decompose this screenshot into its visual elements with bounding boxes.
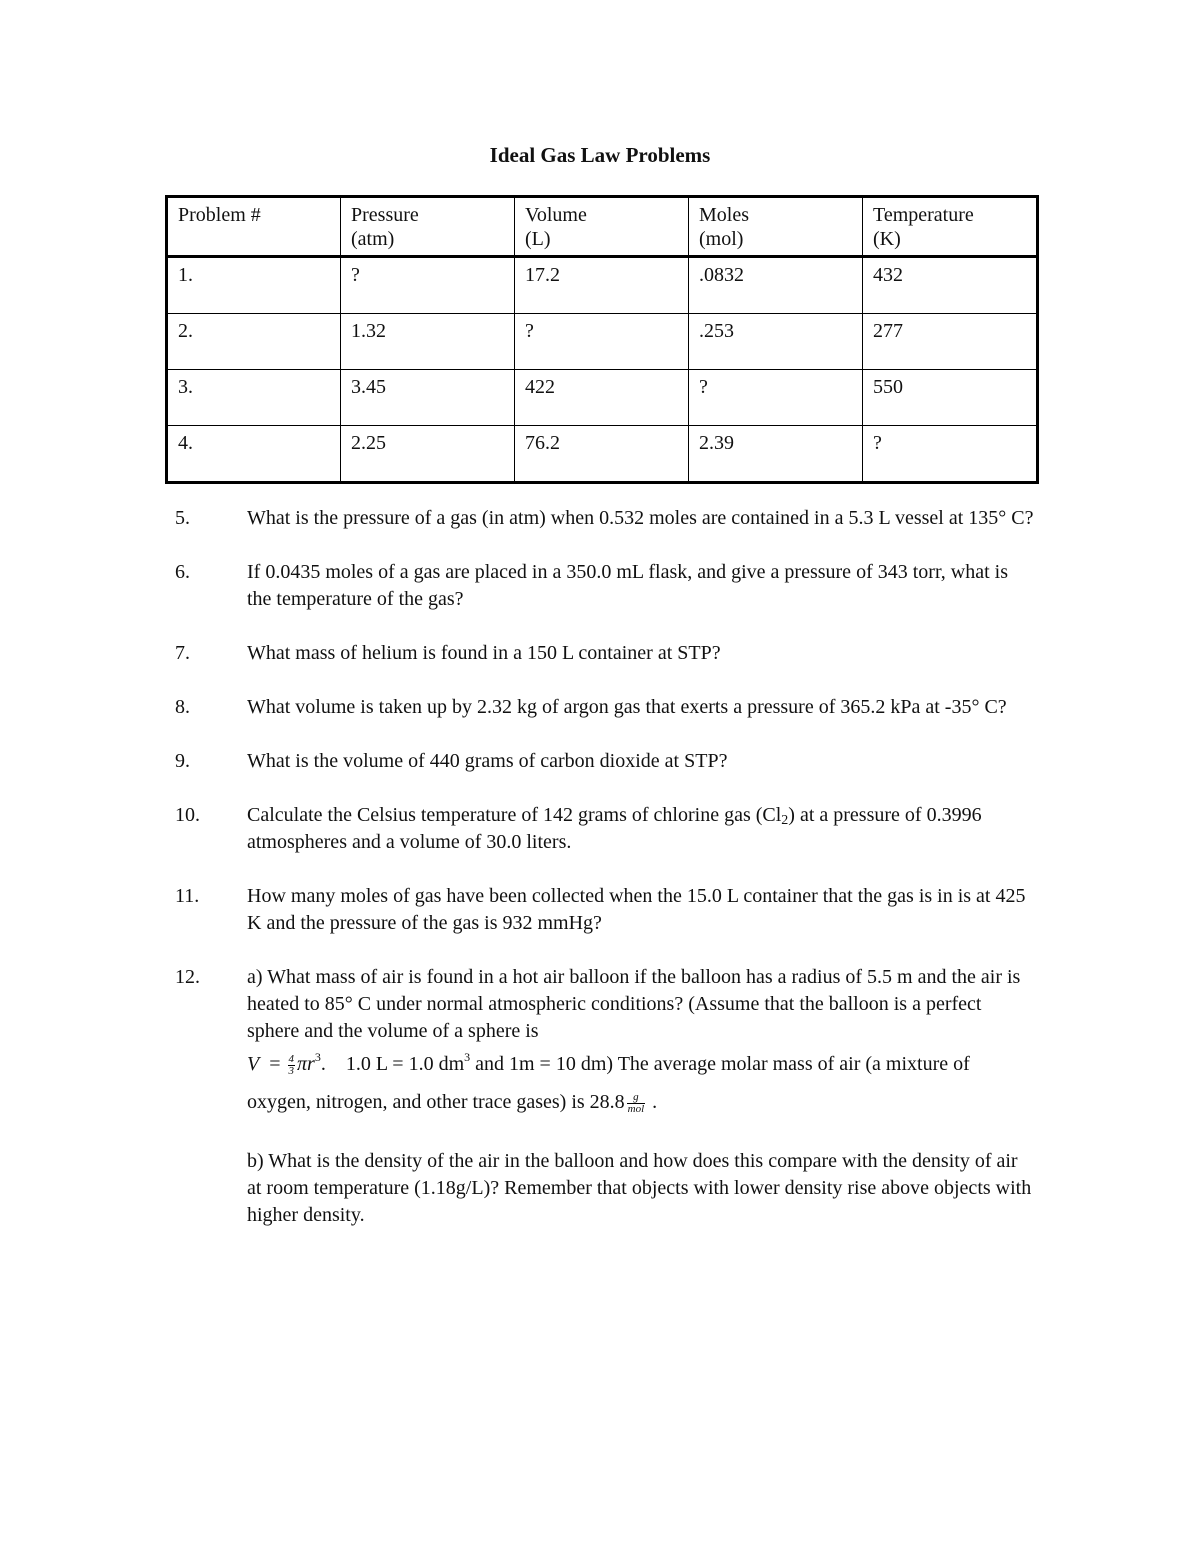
header-cell-pressure — [341, 197, 515, 257]
problem-number: 12. — [175, 966, 200, 988]
g-per-mol-fraction — [627, 1092, 646, 1115]
table-cell: 4. — [167, 426, 341, 483]
table-cell: 422 — [515, 370, 689, 426]
header-unit: (atm) — [351, 228, 395, 250]
table-cell: 1. — [167, 257, 341, 314]
problem-list — [175, 505, 1035, 1229]
table-cell: 17.2 — [515, 257, 689, 314]
equation-end: . — [652, 1091, 658, 1113]
table-cell: 3. — [167, 370, 341, 426]
problem-text — [247, 804, 982, 853]
problem-number: 7. — [175, 642, 190, 664]
header-label: Temperature — [873, 204, 974, 226]
fraction-numerator: g — [627, 1092, 646, 1104]
table-cell: 277 — [863, 314, 1038, 370]
problem-9 — [175, 748, 1035, 775]
problem-number: 6. — [175, 561, 190, 583]
table-cell: 432 — [863, 257, 1038, 314]
header-label: Volume — [525, 204, 587, 226]
dm-exponent: 3 — [464, 1050, 471, 1064]
problem-7 — [175, 640, 1035, 667]
problem-text: b) What is the density of the air in the balloon and how does this compare with the density of air at room temperature (1.18g/L)? Remember that objects with lower density rise above objects with higher density. — [247, 1150, 1032, 1226]
problem-12 — [175, 964, 1035, 1229]
table-row — [167, 314, 1038, 370]
header-unit: (mol) — [699, 228, 744, 250]
table-cell: 1.32 — [341, 314, 515, 370]
problem-text: What is the volume of 440 grams of carbon dioxide at STP? — [247, 750, 728, 772]
problem-text: What mass of helium is found in a 150 L container at STP? — [247, 642, 721, 664]
equation-variable: V — [247, 1053, 260, 1075]
page-title: Ideal Gas Law Problems — [489, 143, 711, 167]
header-unit: (L) — [525, 228, 551, 250]
problem-text: If 0.0435 moles of a gas are placed in a 350.0 mL flask, and give a pressure of 343 torr, what is the temperature of the gas? — [247, 561, 1009, 610]
equation-equals: = — [269, 1053, 281, 1075]
table-cell: ? — [689, 370, 863, 426]
cube-exponent: 3 — [314, 1050, 321, 1064]
header-label: Pressure — [351, 204, 419, 226]
problem-11 — [175, 883, 1035, 937]
problem-10 — [175, 802, 1035, 856]
problem-text-part: Calculate the Celsius temperature of 142 grams of chlorine gas (Cl — [247, 804, 782, 826]
problem-number: 9. — [175, 750, 190, 772]
problem-text-part: ) at a pressure of 0.3996 atmospheres and a volume of 30.0 liters. — [247, 804, 982, 853]
problem-12a — [247, 964, 1035, 1121]
problem-text: a) What mass of air is found in a hot air balloon if the balloon has a radius of 5.5 m and the air is heated to 85° C under normal atmospheric conditions? (Assume that the balloon is a perfect sphere and the volume of a sphere is — [247, 966, 1021, 1042]
table-cell: 3.45 — [341, 370, 515, 426]
header-cell-problem — [167, 197, 341, 257]
table-cell: 2. — [167, 314, 341, 370]
table-cell: 2.39 — [689, 426, 863, 483]
table-cell: .0832 — [689, 257, 863, 314]
table-cell: ? — [515, 314, 689, 370]
header-label: Moles — [699, 204, 749, 226]
chlorine-subscript: 2 — [781, 813, 789, 828]
conversion-text: 1.0 L = 1.0 dm — [345, 1053, 465, 1075]
table-header-row — [167, 197, 1038, 257]
table-row — [167, 257, 1038, 314]
header-cell-moles — [689, 197, 863, 257]
problem-number: 11. — [175, 885, 200, 907]
table-cell: 2.25 — [341, 426, 515, 483]
problem-5 — [175, 505, 1035, 532]
sphere-volume-line — [247, 1045, 1035, 1121]
problem-number: 5. — [175, 507, 190, 529]
header-cell-temperature — [863, 197, 1038, 257]
table-cell: 550 — [863, 370, 1038, 426]
problem-text: How many moles of gas have been collected when the 15.0 L container that the gas is in is at 425 K and the pressure of the gas is 932 mmHg? — [247, 885, 1026, 934]
table-cell: ? — [341, 257, 515, 314]
table-cell: ? — [863, 426, 1038, 483]
fraction-numerator: 4 — [288, 1052, 294, 1065]
problem-6 — [175, 559, 1035, 613]
four-thirds-fraction — [288, 1054, 296, 1077]
problem-text: What volume is taken up by 2.32 kg of argon gas that exerts a pressure of 365.2 kPa at -35° C? — [247, 696, 1007, 718]
equation-end: . — [320, 1053, 326, 1075]
header-unit: (K) — [873, 228, 901, 250]
problem-number: 10. — [175, 804, 200, 826]
problem-number: 8. — [175, 696, 190, 718]
table-cell: 76.2 — [515, 426, 689, 483]
problem-12b — [247, 1148, 1035, 1229]
fraction-denominator: 3 — [288, 1064, 294, 1077]
pi-r: πr — [297, 1053, 315, 1075]
problem-8 — [175, 694, 1035, 721]
header-cell-volume — [515, 197, 689, 257]
table-row — [167, 370, 1038, 426]
problem-text: What is the pressure of a gas (in atm) when 0.532 moles are contained in a 5.3 L vessel at 135° C? — [247, 507, 1034, 529]
fraction-denominator: mol — [627, 1102, 645, 1115]
conversion-text: and 1m = 10 dm) The average molar mass of air (a mixture of oxygen, nitrogen, and other trace gases) is 28.8 — [247, 1053, 970, 1113]
table-row — [167, 426, 1038, 483]
header-label: Problem # — [178, 204, 261, 226]
table-cell: .253 — [689, 314, 863, 370]
gas-law-table — [165, 195, 1039, 484]
